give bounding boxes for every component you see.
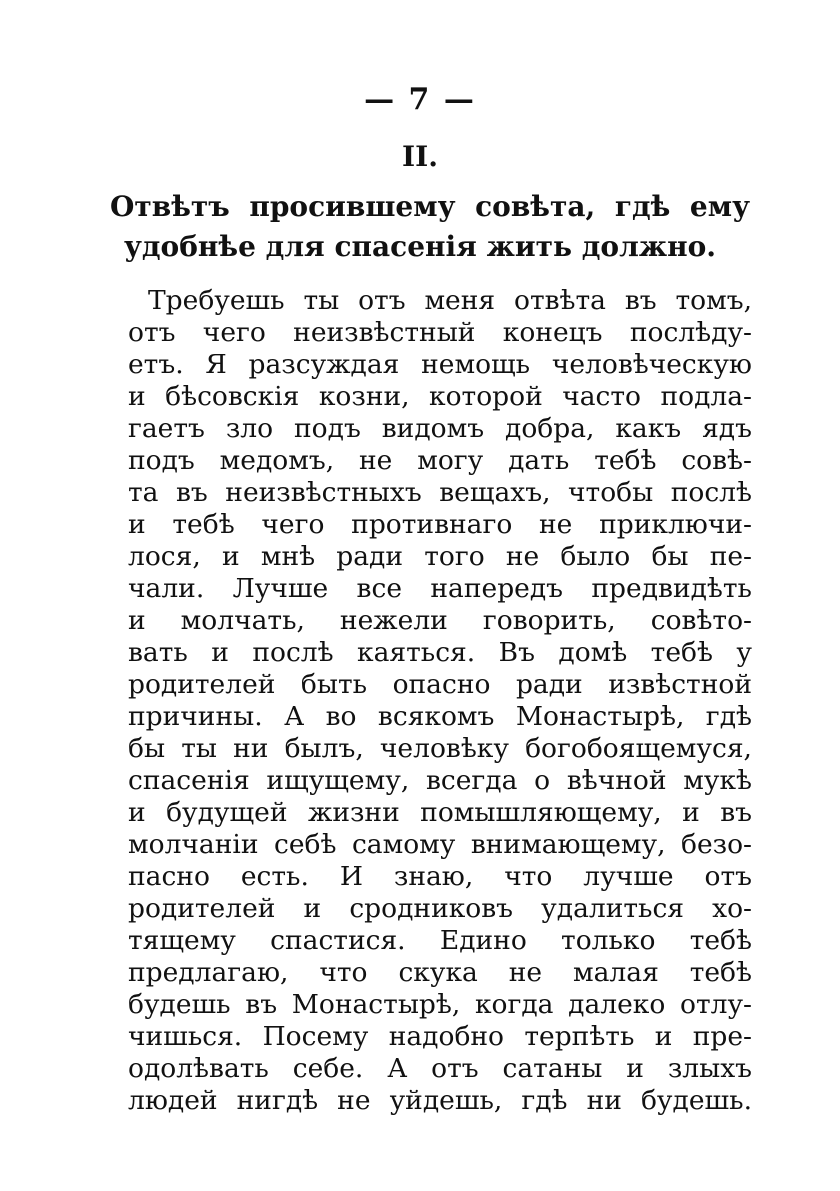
text-line: предлагаю, что скука не малая тебѣ xyxy=(128,957,752,988)
text-line: и молчать, нежели говорить, совѣто- xyxy=(128,605,752,636)
text-line: родителей быть опасно ради извѣстной xyxy=(128,669,752,700)
text-line: родителей и сродниковъ удалиться хо- xyxy=(128,893,752,924)
text-line: Требуешь ты отъ меня отвѣта въ томъ, xyxy=(148,285,752,316)
text-line: чали. Лучше все напередъ предвидѣть xyxy=(128,573,752,604)
text-line: и бѣсовскія козни, которой часто подла- xyxy=(128,381,752,412)
text-line: гаетъ зло подъ видомъ добра, какъ ядъ xyxy=(128,413,752,444)
text-line: етъ. Я разсуждая немощь человѣческую xyxy=(128,349,752,380)
page-number: — 7 — xyxy=(364,82,476,117)
text-line: спасенія ищущему, всегда о вѣчной мукѣ xyxy=(128,765,752,796)
text-line: людей нигдѣ не уйдешь, гдѣ ни будешь. xyxy=(128,1085,752,1116)
section-heading-line: удобнѣе для спасенія жить должно. xyxy=(123,230,717,263)
text-line: молчаніи себѣ самому внимающему, безо- xyxy=(128,829,752,860)
text-line: и тебѣ чего противнаго не приключи- xyxy=(128,509,752,540)
text-line: отъ чего неизвѣстный конецъ послѣду- xyxy=(128,317,752,348)
section-heading-line: Отвѣтъ просившему совѣта, гдѣ ему xyxy=(110,190,750,223)
text-line: и будущей жизни помышляющему, и въ xyxy=(128,797,752,828)
text-line: будешь въ Монастырѣ, когда далеко отлу- xyxy=(128,989,752,1020)
text-line: подъ медомъ, не могу дать тебѣ совѣ- xyxy=(128,445,752,476)
text-line: тящему спастися. Едино только тебѣ xyxy=(128,925,752,956)
section-numeral: II. xyxy=(402,140,438,173)
text-line: причины. А во всякомъ Монастырѣ, гдѣ xyxy=(128,701,752,732)
text-line: одолѣвать себе. А отъ сатаны и злыхъ xyxy=(128,1053,752,1084)
text-line: лося, и мнѣ ради того не было бы пе- xyxy=(128,541,752,572)
text-line: чишься. Посему надобно терпѣть и пре- xyxy=(128,1021,752,1052)
text-line: вать и послѣ каяться. Въ домѣ тебѣ у xyxy=(128,637,752,668)
text-line: та въ неизвѣстныхъ вещахъ, чтобы послѣ xyxy=(128,477,752,508)
text-line: бы ты ни былъ, человѣку богобоящемуся, xyxy=(128,733,752,764)
text-line: пасно есть. И знаю, что лучше отъ xyxy=(128,861,752,892)
